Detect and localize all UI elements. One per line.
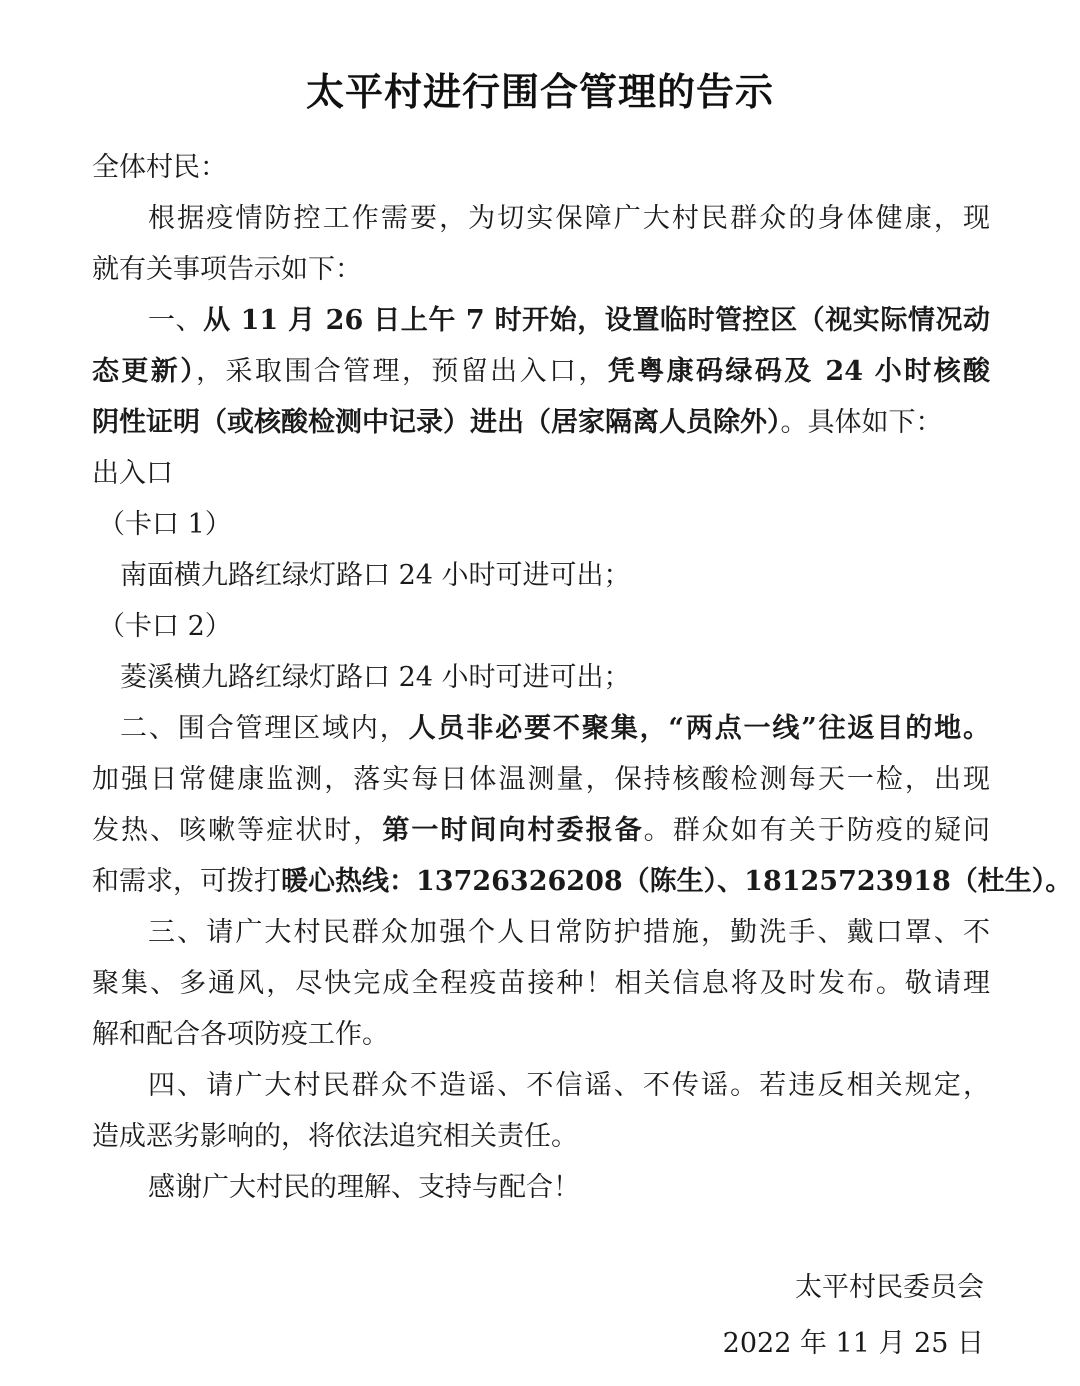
notice-body [92,142,1073,1213]
item4-line-2: 造成恶劣影响的，将依法追究相关责任。 [92,1121,578,1152]
page-title: 太平村进行围合管理的告示 [305,70,774,114]
item1-details-intro: 。具体如下： [780,407,943,438]
item3-line-1: 三、请广大村民群众加强个人日常防护措施，勤洗手、戴口罩、不 [148,917,990,948]
item2-line-4 [92,856,1073,907]
item2-line-3 [92,805,990,856]
item1-entry-condition: 凭粤康码绿码及 24 小时核酸 [607,356,991,387]
item3-line-3: 解和配合各项防疫工作。 [92,1019,389,1050]
item2-questions: 。群众如有关于防疫的疑问 [643,815,991,846]
signature-block [723,1260,984,1372]
checkpoint-2-label: （卡口 2） [98,611,232,642]
item1-measures: ，采取围合管理，预留出入口， [196,356,608,387]
item1-dynamic-update: 态更新） [92,356,197,387]
item1-line-1 [92,295,990,346]
item3-line-2: 聚集、多通风，尽快完成全程疫苗接种！相关信息将及时发布。敬请理 [92,968,990,999]
intro-line-2: 就有关事项告示如下： [92,254,362,285]
item4-line-1: 四、请广大村民群众不造谣、不信谣、不传谣。若违反相关规定， [148,1070,990,1101]
item1-start-time: 从 11 月 26 日上午 7 时开始，设置临时管控区（视实际情况动 [203,305,991,336]
item2-line-2: 加强日常健康监测，落实每日体温测量，保持核酸检测每天一检，出现 [92,764,990,795]
checkpoint-1-desc: 南面横九路红绿灯路口 24 小时可进可出； [120,560,631,591]
item1-number: 一、 [148,305,204,336]
entrances-heading: 出入口 [92,458,173,489]
item2-line-1 [92,703,990,754]
checkpoint-2-desc: 菱溪横九路红绿灯路口 24 小时可进可出； [120,662,631,693]
intro-line-1: 根据疫情防控工作需要，为切实保障广大村民群众的身体健康，现 [148,203,990,234]
item2-symptoms: 发热、咳嗽等症状时， [92,815,383,846]
item2-call: 和需求，可拨打 [92,866,281,897]
item2-intro: 二、围合管理区域内， [120,713,409,744]
item2-no-gathering: 人员非必要不聚集，“两点一线”往返目的地。 [408,713,991,744]
item2-report: 第一时间向村委报备 [382,815,644,846]
signature-date: 2022 年 11 月 25 日 [722,1328,984,1359]
thanks-line: 感谢广大村民的理解、支持与配合！ [148,1172,580,1203]
signature-org: 太平村民委员会 [795,1272,984,1303]
checkpoint-1-label: （卡口 1） [98,509,232,540]
item1-line-2 [92,346,990,397]
item2-hotline: 暖心热线：13726326208（陈生）、18125723918（杜生）。 [281,866,1073,897]
salutation: 全体村民： [92,152,227,183]
item1-proof: 阴性证明（或核酸检测中记录）进出（居家隔离人员除外） [92,407,781,438]
item1-line-3 [92,397,990,448]
